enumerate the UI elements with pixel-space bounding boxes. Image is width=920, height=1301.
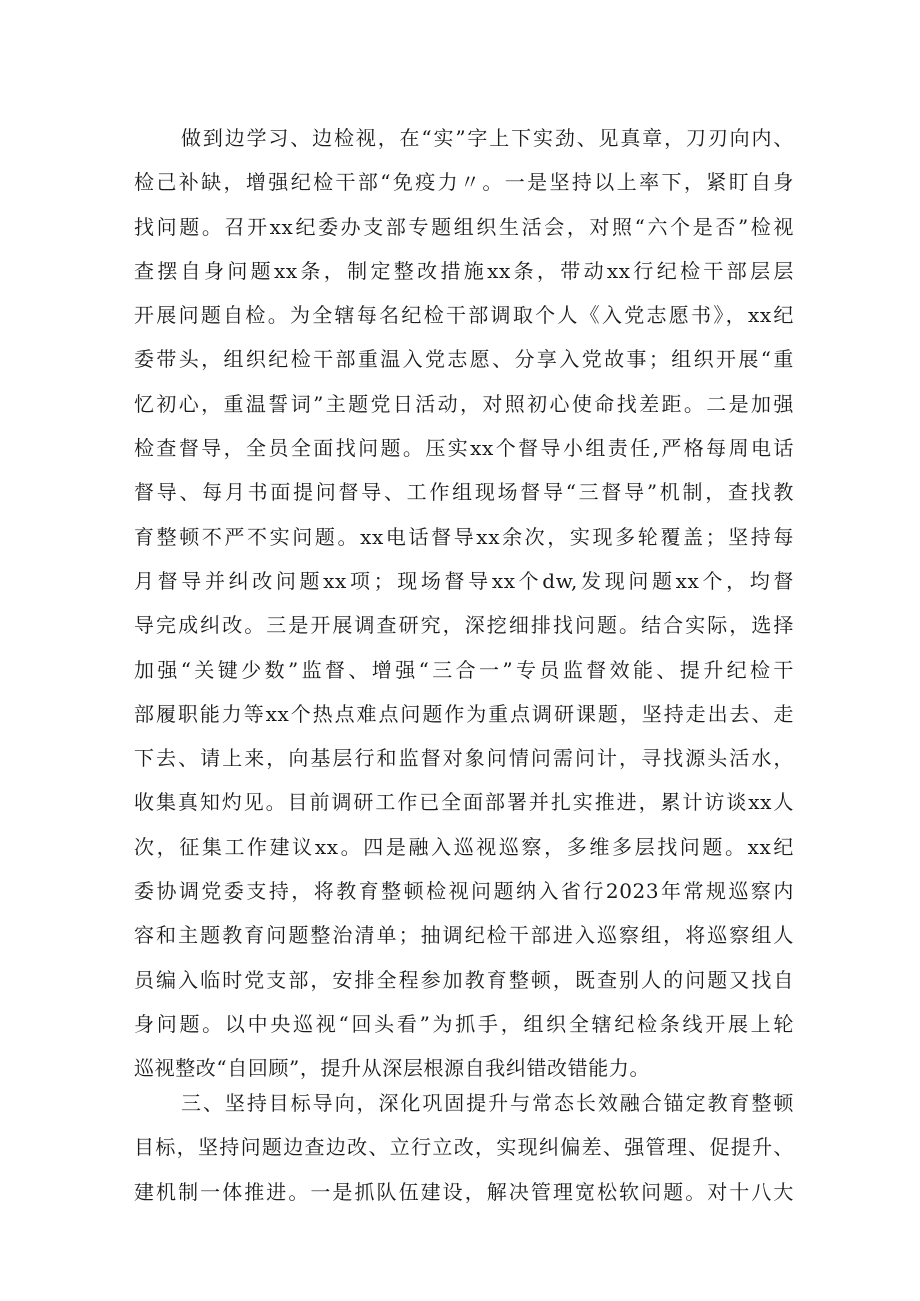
text-line: 找问题。召开xx纪委办支部专题组织生活会，对照“六个是否”检视 <box>134 214 794 239</box>
text-line: 目标，坚持问题边查边改、立行立改，实现纠偏差、强管理、促提升、 <box>134 1135 794 1160</box>
text-line: 开展问题自检。为全辖每名纪检干部调取个人《入党志愿书》，xx纪 <box>134 303 794 328</box>
text-line: 三、坚持目标导向，深化巩固提升与常态长效融合锚定教育整顿 <box>181 1091 794 1115</box>
text-line: 查摆自身问题xx条，制定整改措施xx条，带动xx行纪检干部层层 <box>134 258 794 283</box>
text-line: 月督导并纠改问题xx项；现场督导xx个dw,发现问题xx个，均督 <box>134 568 794 593</box>
text-line: 忆初心，重温誓词”主题党日活动，对照初心使命找差距。二是加强 <box>134 391 794 416</box>
text-line: 容和主题教育问题整治清单；抽调纪检干部进入巡察组，将巡察组人 <box>134 923 794 948</box>
text-line: 加强“关键少数”监督、增强“三合一”专员监督效能、提升纪检干 <box>134 657 794 682</box>
text-line: 下去、请上来，向基层行和监督对象问情问需问计，寻找源头活水， <box>134 746 794 771</box>
text-line: 身问题。以中央巡视“回头看”为抓手，组织全辖纪检条线开展上轮 <box>134 1011 794 1036</box>
text-line: 次，征集工作建议xx。四是融入巡视巡察，多维多层找问题。xx纪 <box>134 834 794 859</box>
text-line: 检查督导，全员全面找问题。压实xx个督导小组责任,严格每周电话 <box>134 436 794 461</box>
text-line: 检己补缺，增强纪检干部“免疫力〃。一是坚持以上率下，紧盯自身 <box>134 170 794 195</box>
paragraph-self-inspection <box>134 116 794 1091</box>
text-line: 巡视整改“自回顾”，提升从深层根源自我纠错改错能力。 <box>134 1056 651 1081</box>
text-line: 建机制一体推进。一是抓队伍建设，解决管理宽松软问题。对十八大 <box>134 1179 794 1204</box>
text-line: 委协调党委支持，将教育整顿检视问题纳入省行2023年常规巡察内 <box>134 879 794 904</box>
text-line: 委带头，组织纪检干部重温入党志愿、分享入党故事；组织开展“重 <box>134 347 794 372</box>
text-line: 部履职能力等xx个热点难点问题作为重点调研课题，坚持走出去、走 <box>134 701 794 726</box>
text-line: 收集真知灼见。目前调研工作已全面部署并扎实推进，累计访谈xx人 <box>134 790 794 815</box>
text-line: 员编入临时党支部，安排全程参加教育整顿，既查别人的问题又找自 <box>134 967 794 992</box>
text-line: 导完成纠改。三是开展调查研究，深挖细排找问题。结合实际，选择 <box>134 613 794 638</box>
text-line: 育整顿不严不实问题。xx电话督导xx余次，实现多轮覆盖；坚持每 <box>134 524 794 549</box>
paragraph-section-three <box>134 1081 794 1214</box>
text-line: 做到边学习、边检视，在“实”字上下实劲、见真章，刀刃向内、 <box>181 126 794 150</box>
text-line: 督导、每月书面提问督导、工作组现场督导“三督导”机制，查找教 <box>134 480 794 505</box>
